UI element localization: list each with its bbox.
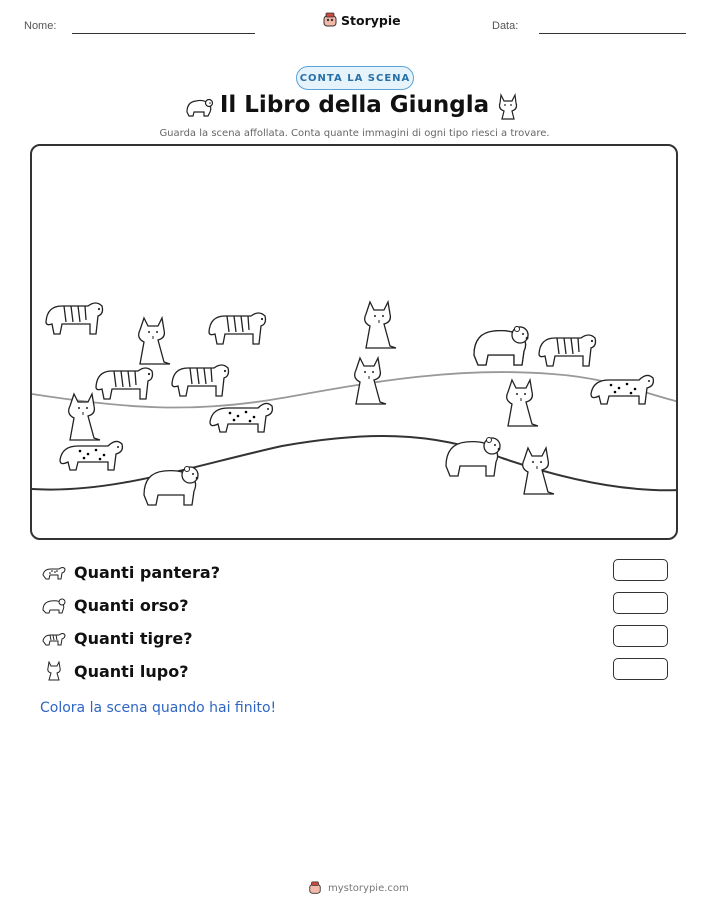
tiger-icon (209, 313, 266, 344)
answer-box-tiger[interactable] (613, 625, 668, 647)
footer (308, 881, 409, 895)
date-label: Data: (492, 20, 519, 32)
scene-frame (30, 144, 678, 540)
brand-name: Storypie (341, 12, 401, 28)
leopard-icon (210, 403, 272, 432)
footer-url: mystorypie.com (328, 882, 409, 894)
tiger-icon (46, 303, 103, 334)
leopard-icon (60, 441, 122, 470)
question-tiger (42, 628, 193, 648)
tiger-icon (172, 365, 229, 396)
scene-canvas (32, 146, 678, 540)
question-leopard (42, 562, 220, 582)
date-line[interactable] (539, 33, 686, 34)
question-label: Quanti orso? (74, 595, 189, 615)
finish-instruction: Colora la scena quando hai finito! (40, 700, 277, 716)
leopard-icon (42, 562, 66, 582)
tiger-icon (539, 335, 596, 366)
question-label: Quanti lupo? (74, 661, 189, 681)
storypie-logo-icon (308, 881, 322, 895)
bear-icon (42, 595, 66, 615)
storypie-logo (322, 12, 401, 28)
answer-box-wolf[interactable] (613, 658, 668, 680)
page-title: Il Libro della Giungla (219, 92, 490, 118)
instructions: Guarda la scena affollata. Conta quante immagini di ogni tipo riesci a trovare. (159, 128, 550, 139)
wolf-icon (42, 661, 66, 681)
section-badge: CONTA LA SCENA (296, 66, 414, 90)
wolf-icon (507, 380, 538, 426)
question-bear (42, 595, 189, 615)
wolf-icon (139, 318, 170, 364)
storypie-logo-icon (322, 12, 338, 28)
name-label: Nome: (24, 20, 57, 32)
bear-icon (474, 327, 528, 366)
bear-icon (144, 467, 198, 506)
answer-box-leopard[interactable] (613, 559, 668, 581)
wolf-icon (494, 91, 522, 121)
name-line[interactable] (72, 33, 255, 34)
question-wolf (42, 661, 188, 681)
tiger-icon (96, 368, 153, 399)
wolf-icon (523, 448, 554, 494)
answer-box-bear[interactable] (613, 592, 668, 614)
tiger-icon (42, 628, 66, 648)
wolf-icon (365, 302, 396, 348)
question-label: Quanti tigre? (74, 628, 193, 648)
question-label: Quanti pantera? (74, 562, 220, 582)
